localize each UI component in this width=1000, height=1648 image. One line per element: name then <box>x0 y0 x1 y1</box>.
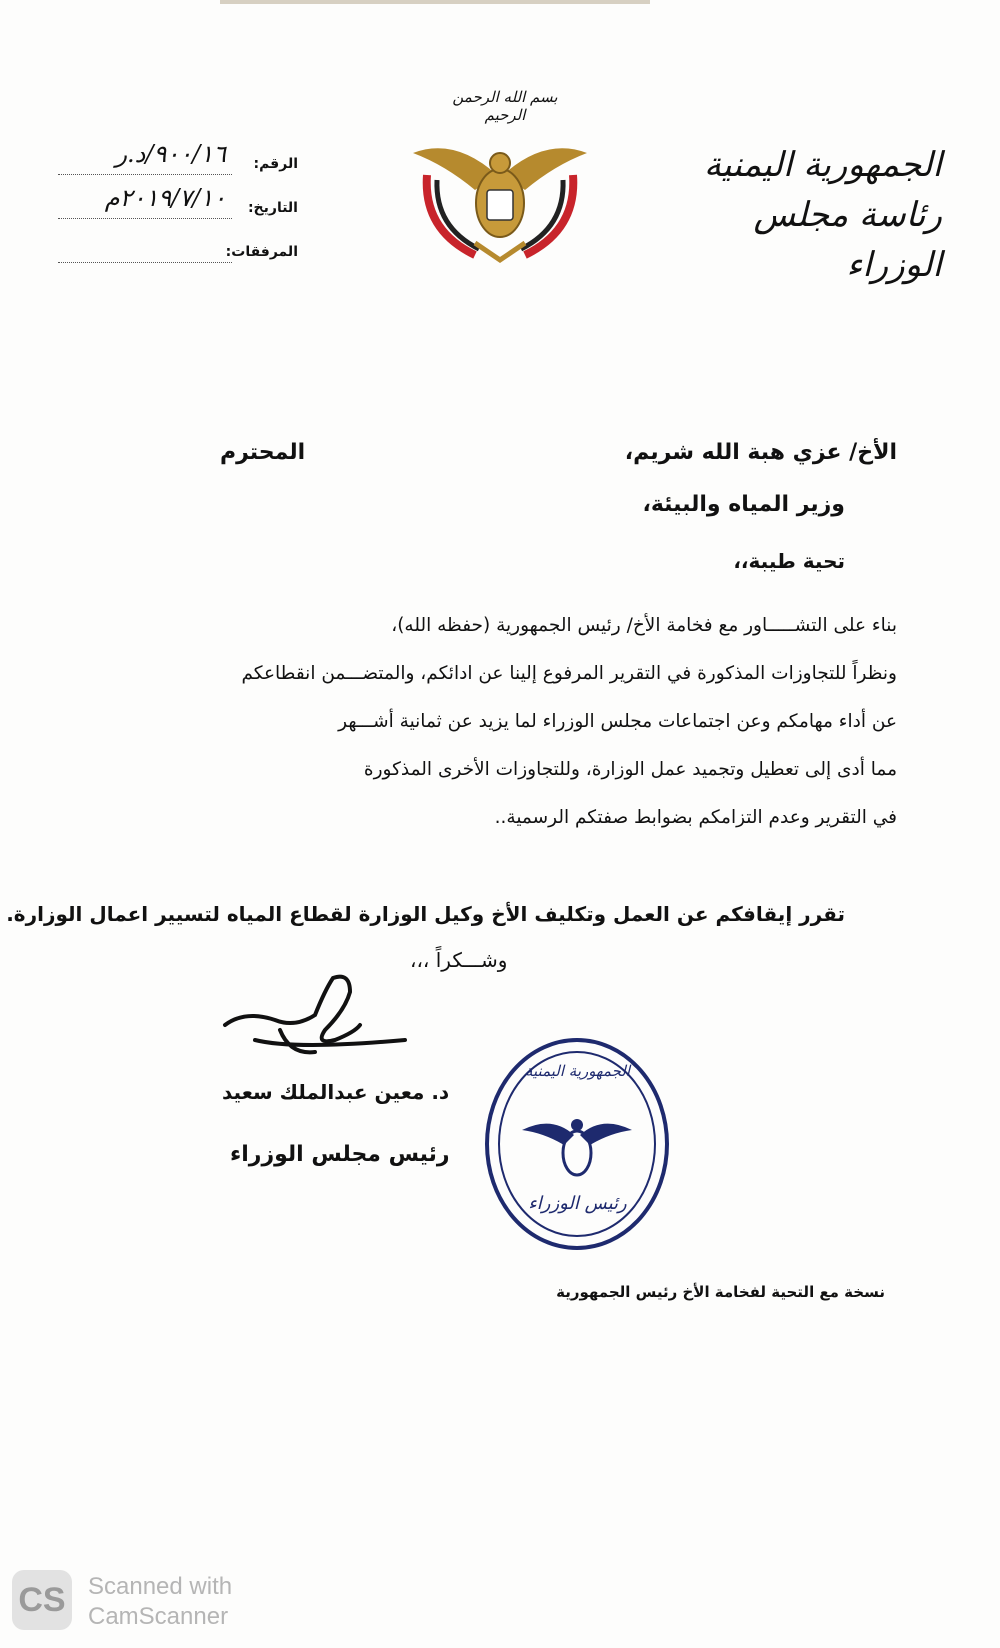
date-dotted-line <box>58 218 232 219</box>
body-line: بناء على التشـــــاور مع فخامة الأخ/ رئيس الجمهورية (حفظه الله)، <box>391 615 897 636</box>
ref-dotted-line <box>58 174 232 175</box>
basmala: بسم الله الرحمن الرحيم <box>452 88 558 124</box>
seal-top-text: الجمهورية اليمنية <box>524 1062 630 1080</box>
body-line: في التقرير وعدم التزامكم بضوابط صفتكم الرسمية.. <box>494 807 897 828</box>
top-edge-line <box>220 0 650 4</box>
ref-label: الرقم: <box>253 156 298 172</box>
body-line: ونظراً للتجاوزات المذكورة في التقرير المرفوع إلينا عن ادائكم، والمتضـــمن انقطاعكم <box>241 663 897 684</box>
recipient-position: وزير المياه والبيئة، <box>642 492 845 517</box>
attachments-label: المرفقات: <box>225 244 298 260</box>
copy-note: نسخة مع التحية لفخامة الأخ رئيس الجمهورية <box>556 1283 885 1301</box>
letter-body <box>102 602 897 842</box>
signer-title: رئيس مجلس الوزراء <box>230 1142 450 1167</box>
signer-name: د. معين عبدالملك سعيد <box>222 1080 450 1104</box>
watermark-line-1: Scanned with <box>88 1573 233 1600</box>
letterhead-title <box>682 140 942 290</box>
body-line: عن أداء مهامكم وعن اجتماعات مجلس الوزراء لما يزيد عن ثمانية أشـــهر <box>338 711 897 732</box>
attachments-row <box>38 228 298 272</box>
presidency-name: رئاسة مجلس الوزراء <box>753 195 942 285</box>
watermark-line-2: CamScanner <box>88 1603 229 1630</box>
attachments-dotted-line <box>58 262 232 263</box>
date-row <box>38 184 298 228</box>
date-label: التاريخ: <box>247 200 298 216</box>
ref-row <box>38 140 298 184</box>
thanks-line: وشـــكراً ،،، <box>410 948 508 972</box>
camscanner-watermark <box>88 1572 232 1632</box>
greeting: تحية طيبة،، <box>733 549 845 573</box>
date-value: ٢٠١٩/٧/١٠م <box>104 184 226 212</box>
yemen-eagle-emblem-icon <box>405 135 595 270</box>
handwritten-signature <box>215 970 415 1080</box>
seal-bottom-text: رئيس الوزراء <box>528 1193 627 1214</box>
decision-line: تقرر إيقافكم عن العمل وتكليف الأخ وكيل الوزارة لقطاع المياه لتسيير اعمال الوزارة. <box>6 902 845 926</box>
ref-value: ٩٠٠/١٦/د.ر <box>115 140 226 168</box>
body-line: مما أدى إلى تعطيل وتجميد عمل الوزارة، وللتجاوزات الأخرى المذكورة <box>363 759 897 780</box>
recipient-name: الأخ/ عزي هبة الله شريم، <box>624 440 897 465</box>
republic-name: الجمهورية اليمنية <box>703 145 942 185</box>
recipient-respect: المحترم <box>220 440 306 465</box>
reference-block <box>38 140 298 272</box>
camscanner-logo-icon: CS <box>12 1570 72 1630</box>
